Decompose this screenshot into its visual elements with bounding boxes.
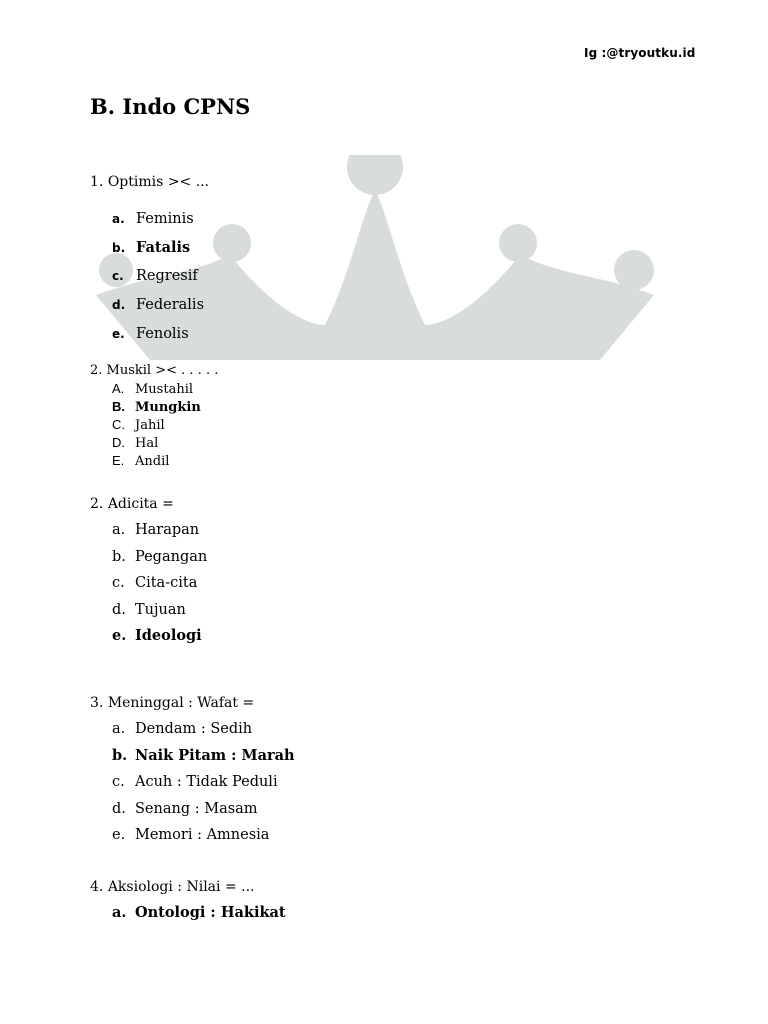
option-letter: d.	[112, 601, 126, 618]
question-1-prompt	[90, 174, 209, 190]
option-letter: E.	[112, 453, 125, 468]
option-letter: D.	[112, 435, 125, 450]
question-5-prompt	[90, 879, 254, 895]
option-letter: a.	[112, 721, 126, 737]
option-letter: a.	[112, 212, 125, 226]
option-letter: a.	[112, 522, 126, 538]
question-4-options	[112, 716, 295, 849]
option-text: Dendam : Sedih	[135, 721, 253, 737]
option-letter: c.	[112, 774, 125, 790]
question-text: Optimis >< ...	[107, 174, 210, 190]
option-text: Hal	[135, 436, 159, 451]
question-text: Adicita =	[107, 496, 174, 512]
option-text: Jahil	[135, 418, 165, 433]
question-number: 4.	[90, 879, 104, 895]
option-text: Mustahil	[135, 382, 194, 397]
option-letter: e.	[112, 326, 125, 341]
question-2-prompt	[90, 363, 218, 378]
option-letter: A.	[112, 381, 125, 396]
option-text: Fatalis	[136, 238, 191, 256]
option-letter: c.	[112, 575, 125, 591]
option-item	[112, 380, 201, 398]
page-title: B. Indo CPNS	[90, 94, 251, 119]
option-item	[112, 769, 295, 796]
option-item	[112, 262, 204, 291]
question-4-prompt	[90, 695, 254, 711]
option-item	[112, 544, 207, 571]
question-3-options	[112, 517, 207, 650]
option-item	[112, 597, 207, 624]
option-letter: b.	[112, 746, 128, 764]
option-item	[112, 291, 204, 320]
question-number: 1.	[90, 174, 104, 190]
option-item	[112, 205, 204, 234]
option-text: Fenolis	[136, 325, 189, 342]
question-5-options	[112, 900, 286, 927]
option-text: Tujuan	[135, 601, 186, 618]
option-item	[112, 398, 201, 416]
question-text: Aksiologi : Nilai = ...	[107, 879, 255, 895]
option-letter: a.	[112, 904, 127, 921]
option-item	[112, 796, 295, 823]
option-item	[112, 570, 207, 597]
option-text: Andil	[135, 454, 170, 469]
option-letter: e.	[112, 627, 127, 644]
option-item	[112, 623, 207, 650]
question-number: 3.	[90, 695, 104, 711]
option-text: Federalis	[136, 297, 205, 314]
option-text: Pegangan	[135, 548, 208, 565]
option-letter: b.	[112, 548, 126, 565]
question-1-options	[112, 205, 204, 348]
option-letter: C.	[112, 417, 125, 432]
option-letter: c.	[112, 269, 124, 284]
question-number: 2.	[90, 496, 104, 512]
option-item	[112, 234, 204, 263]
option-letter: d.	[112, 298, 126, 313]
option-item	[112, 320, 204, 349]
option-text: Senang : Masam	[135, 800, 258, 817]
option-text: Ontologi : Hakikat	[135, 904, 286, 921]
option-letter: b.	[112, 240, 126, 255]
option-text: Regresif	[136, 268, 198, 285]
option-text: Acuh : Tidak Peduli	[135, 774, 278, 790]
option-item	[112, 416, 201, 434]
option-text: Harapan	[135, 522, 200, 538]
option-text: Cita-cita	[135, 575, 198, 591]
option-item	[112, 900, 286, 927]
option-letter: B.	[112, 399, 125, 414]
question-2-options	[112, 380, 201, 470]
option-text: Ideologi	[135, 627, 202, 644]
question-text: Meninggal : Wafat =	[107, 695, 255, 711]
question-3-prompt	[90, 496, 174, 512]
option-item	[112, 822, 295, 849]
option-text: Mungkin	[135, 400, 201, 415]
option-item	[112, 517, 207, 544]
option-item	[112, 452, 201, 470]
option-item	[112, 716, 295, 743]
option-letter: d.	[112, 800, 126, 817]
question-number: 2.	[90, 363, 103, 378]
instagram-handle: Ig :@tryoutku.id	[584, 46, 696, 60]
option-text: Naik Pitam : Marah	[135, 746, 295, 764]
option-item	[112, 743, 295, 770]
option-item	[112, 434, 201, 452]
option-text: Feminis	[136, 211, 194, 227]
question-text: Muskil >< . . . . .	[106, 363, 219, 378]
option-text: Memori : Amnesia	[135, 827, 270, 843]
option-letter: e.	[112, 827, 126, 843]
